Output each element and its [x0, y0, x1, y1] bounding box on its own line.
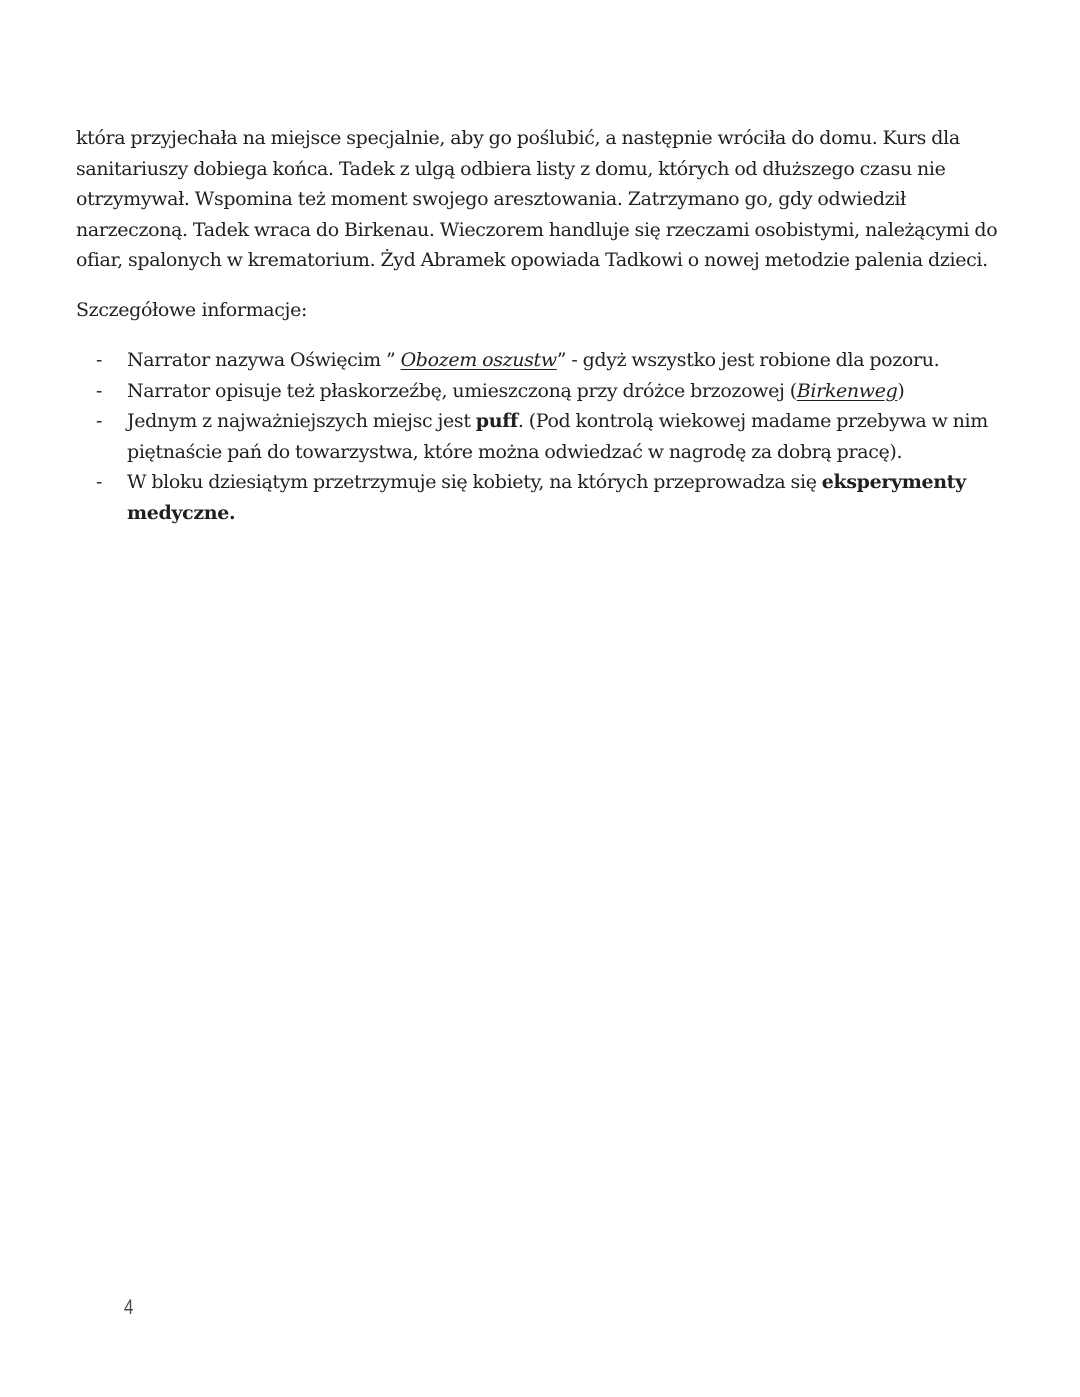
- bullet-text: Narrator opisuje też płaskorzeźbę, umieszczoną przy dróżce brzozowej (: [127, 379, 797, 402]
- bullet-text: . (Pod kontrolą wiekowej madame przebywa w nim piętnaście pań do towarzystwa, które można odwiedzać w nagrodę za dobrą pracę).: [127, 410, 988, 463]
- bullet-dash: -: [96, 379, 103, 402]
- summary-paragraph: która przyjechała na miejsce specjalnie, aby go poślubić, a następnie wróciła do domu. Kurs dla sanitariuszy dobiega końca. Tadek z ulgą odbiera listy z domu, których od dłuższego czasu nie otrzymywał. Wspomina też moment swojego aresztowania. Zatrzymano go, gdy odwiedził narzeczoną. Tadek wraca do Birkenau. Wieczorem handluje się rzeczami osobistymi, należącymi do ofiar, spalonych w krematorium. Żyd Abramek opowiada Tadkowi o nowej metodzie palenia dzieci.: [76, 127, 998, 271]
- bullet-text: W bloku dziesiątym przetrzymuje się kobiety, na których przeprowadza się: [127, 471, 822, 493]
- list-item: [76, 406, 1006, 467]
- bullet-text: .: [228, 501, 236, 524]
- bullet-text: ): [897, 379, 905, 402]
- details-heading: Szczegółowe informacje:: [76, 299, 308, 321]
- details-list: [76, 345, 1006, 528]
- list-item: [76, 376, 1006, 407]
- bold-term: puff: [475, 410, 518, 432]
- bullet-dash: -: [96, 471, 103, 493]
- bullet-text: Narrator nazywa Oświęcim ”: [127, 349, 401, 371]
- bullet-text: ” - gdyż wszystko jest robione dla pozoru.: [556, 349, 940, 371]
- bullet-text: Jednym z najważniejszych miejsc jest: [127, 410, 476, 432]
- list-item: [76, 467, 1006, 528]
- bold-term: eksperymenty medyczne: [127, 471, 966, 524]
- list-item: [76, 345, 1006, 376]
- page-number: 4: [124, 1296, 134, 1319]
- birkenweg-link[interactable]: Birkenweg: [796, 379, 898, 402]
- bullet-dash: -: [96, 410, 103, 432]
- bullet-dash: -: [96, 349, 103, 371]
- obozem-oszustw-link[interactable]: Obozem oszustw: [400, 349, 557, 371]
